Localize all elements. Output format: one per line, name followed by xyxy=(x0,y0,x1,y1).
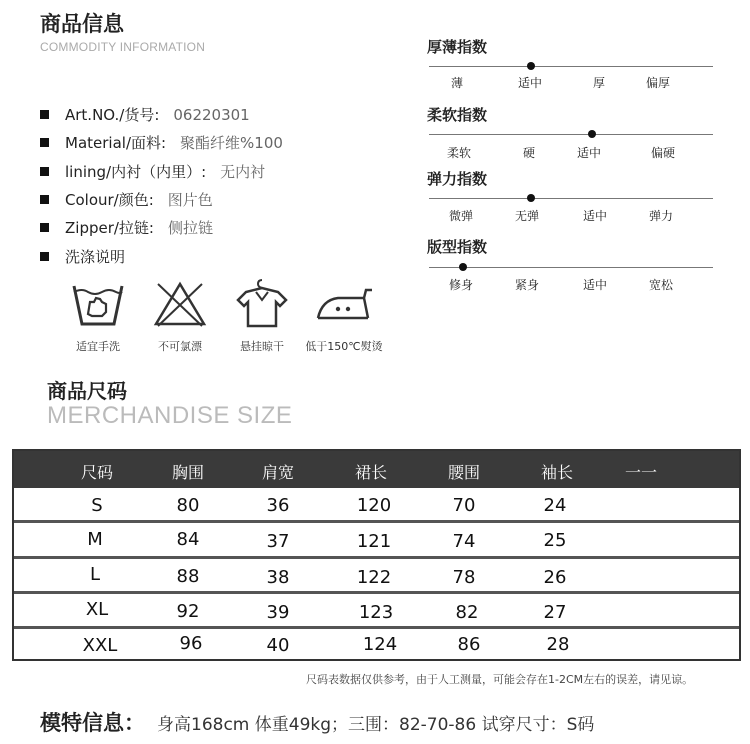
no-bleach-icon xyxy=(150,278,210,330)
bullet-icon xyxy=(40,167,49,176)
table-cell: 96 xyxy=(179,633,203,654)
size-section-title: 商品尺码 xyxy=(47,379,127,403)
table-cell: 122 xyxy=(356,567,392,588)
index-name: 柔软指数 xyxy=(427,106,488,124)
index-marker xyxy=(527,194,535,202)
index-option: 适中 xyxy=(577,146,602,160)
table-cell: 80 xyxy=(176,495,200,516)
table-cell: 27 xyxy=(543,602,567,623)
index-marker xyxy=(527,62,535,70)
table-header-cell: 腰围 xyxy=(447,463,481,482)
table-cell: 24 xyxy=(543,495,567,516)
size-note: 尺码表数据仅供参考，由于人工测量，可能会存在1-2CM左右的误差，请见谅。 xyxy=(306,673,694,686)
table-row xyxy=(14,629,739,663)
index-option: 适中 xyxy=(583,209,608,223)
index-elasticity xyxy=(427,168,717,223)
index-option: 无弹 xyxy=(515,209,540,223)
bullet-icon xyxy=(40,223,49,232)
care-item xyxy=(58,278,138,354)
care-label: 低于150℃熨烫 xyxy=(305,340,383,353)
table-row xyxy=(14,559,739,593)
index-option: 柔软 xyxy=(447,146,472,160)
table-cell: 78 xyxy=(452,567,476,588)
info-row xyxy=(40,104,250,125)
table-cell: XXL xyxy=(82,635,118,656)
size-table xyxy=(12,449,741,661)
table-header xyxy=(14,451,739,488)
info-label: Art.NO./货号: xyxy=(65,106,160,124)
model-info-text: 身高168cm 体重49kg；三围：82-70-86 试穿尺寸：S码 xyxy=(157,715,595,735)
index-option: 微弹 xyxy=(449,209,474,223)
table-cell: S xyxy=(91,495,103,516)
care-item xyxy=(140,278,220,354)
care-label: 悬挂晾干 xyxy=(240,340,284,353)
table-cell: 39 xyxy=(266,602,290,623)
hand-wash-icon xyxy=(68,278,128,330)
table-cell: XL xyxy=(85,599,109,620)
info-value: 无内衬 xyxy=(220,163,266,181)
index-option: 适中 xyxy=(518,76,543,90)
table-header-cell: 肩宽 xyxy=(261,463,295,482)
info-row xyxy=(40,246,139,267)
index-scale xyxy=(429,198,713,199)
table-cell: 121 xyxy=(356,531,392,552)
table-header-cell: 胸围 xyxy=(171,463,205,482)
index-option: 适中 xyxy=(583,278,608,292)
info-label: Zipper/拉链: xyxy=(65,219,154,237)
bullet-icon xyxy=(40,195,49,204)
index-name: 版型指数 xyxy=(427,238,488,256)
table-header-cell: 袖长 xyxy=(540,463,574,482)
bullet-icon xyxy=(40,252,49,261)
index-option: 紧身 xyxy=(515,278,540,292)
table-cell: 38 xyxy=(266,567,290,588)
table-cell: 82 xyxy=(455,602,479,623)
table-cell: 37 xyxy=(266,531,290,552)
table-header-cell: 裙长 xyxy=(354,463,388,482)
info-row xyxy=(40,217,213,238)
index-scale xyxy=(429,66,713,67)
table-cell: 70 xyxy=(452,495,476,516)
table-row xyxy=(14,488,739,522)
index-name: 弹力指数 xyxy=(427,170,488,188)
size-section-subtitle: MERCHANDISE SIZE xyxy=(47,402,293,429)
table-cell: 28 xyxy=(546,634,570,655)
info-label: Material/面料: xyxy=(65,134,167,152)
table-row xyxy=(14,594,739,628)
care-label: 适宜手洗 xyxy=(76,340,120,353)
table-header-cell: 尺码 xyxy=(80,463,114,482)
model-info xyxy=(40,707,594,737)
table-cell: 26 xyxy=(543,567,567,588)
table-row xyxy=(14,523,739,557)
info-value: 图片色 xyxy=(167,191,213,209)
table-cell: 123 xyxy=(358,602,394,623)
table-cell: 36 xyxy=(266,495,290,516)
info-value: 聚酯纤维%100 xyxy=(180,134,283,152)
index-scale xyxy=(429,134,713,135)
info-value: 06220301 xyxy=(173,105,250,124)
info-row xyxy=(40,189,213,210)
index-option: 厚 xyxy=(593,76,606,90)
table-cell: 25 xyxy=(543,530,567,551)
info-label: 洗涤说明 xyxy=(65,248,126,266)
table-cell: 84 xyxy=(176,529,200,550)
index-option: 宽松 xyxy=(649,278,674,292)
info-row xyxy=(40,161,265,182)
bullet-icon xyxy=(40,138,49,147)
table-cell: 86 xyxy=(457,634,481,655)
hang-dry-icon xyxy=(232,278,292,330)
table-cell: 88 xyxy=(176,566,200,587)
iron-icon xyxy=(312,278,376,330)
table-cell: 74 xyxy=(452,531,476,552)
index-option: 薄 xyxy=(451,76,464,90)
index-softness xyxy=(427,104,717,160)
info-label: Colour/颜色: xyxy=(65,191,154,209)
info-row xyxy=(40,132,283,153)
table-cell: 92 xyxy=(176,601,200,622)
index-fit xyxy=(427,236,717,292)
care-item xyxy=(222,278,302,354)
section-subtitle: COMMODITY INFORMATION xyxy=(40,40,206,54)
table-cell: L xyxy=(89,564,101,585)
index-scale xyxy=(429,267,713,268)
care-item xyxy=(304,278,384,354)
index-option: 偏厚 xyxy=(646,76,671,90)
table-cell: 124 xyxy=(362,634,398,655)
table-cell: 40 xyxy=(266,635,290,656)
table-cell: 120 xyxy=(356,495,392,516)
index-option: 修身 xyxy=(449,278,474,292)
info-value: 侧拉链 xyxy=(168,219,214,237)
index-option: 弹力 xyxy=(649,209,674,223)
index-option: 硬 xyxy=(523,146,536,160)
index-marker xyxy=(588,130,596,138)
table-cell: M xyxy=(87,529,103,550)
care-label: 不可氯漂 xyxy=(158,340,202,353)
info-label: lining/内衬（内里）: xyxy=(65,163,207,181)
index-option: 偏硬 xyxy=(651,146,676,160)
section-title: 商品信息 xyxy=(40,12,124,36)
index-marker xyxy=(459,263,467,271)
table-header-cell: 一一 xyxy=(624,463,658,482)
index-thickness xyxy=(427,36,717,90)
bullet-icon xyxy=(40,110,49,119)
index-name: 厚薄指数 xyxy=(427,38,488,56)
model-info-title: 模特信息： xyxy=(40,711,145,735)
